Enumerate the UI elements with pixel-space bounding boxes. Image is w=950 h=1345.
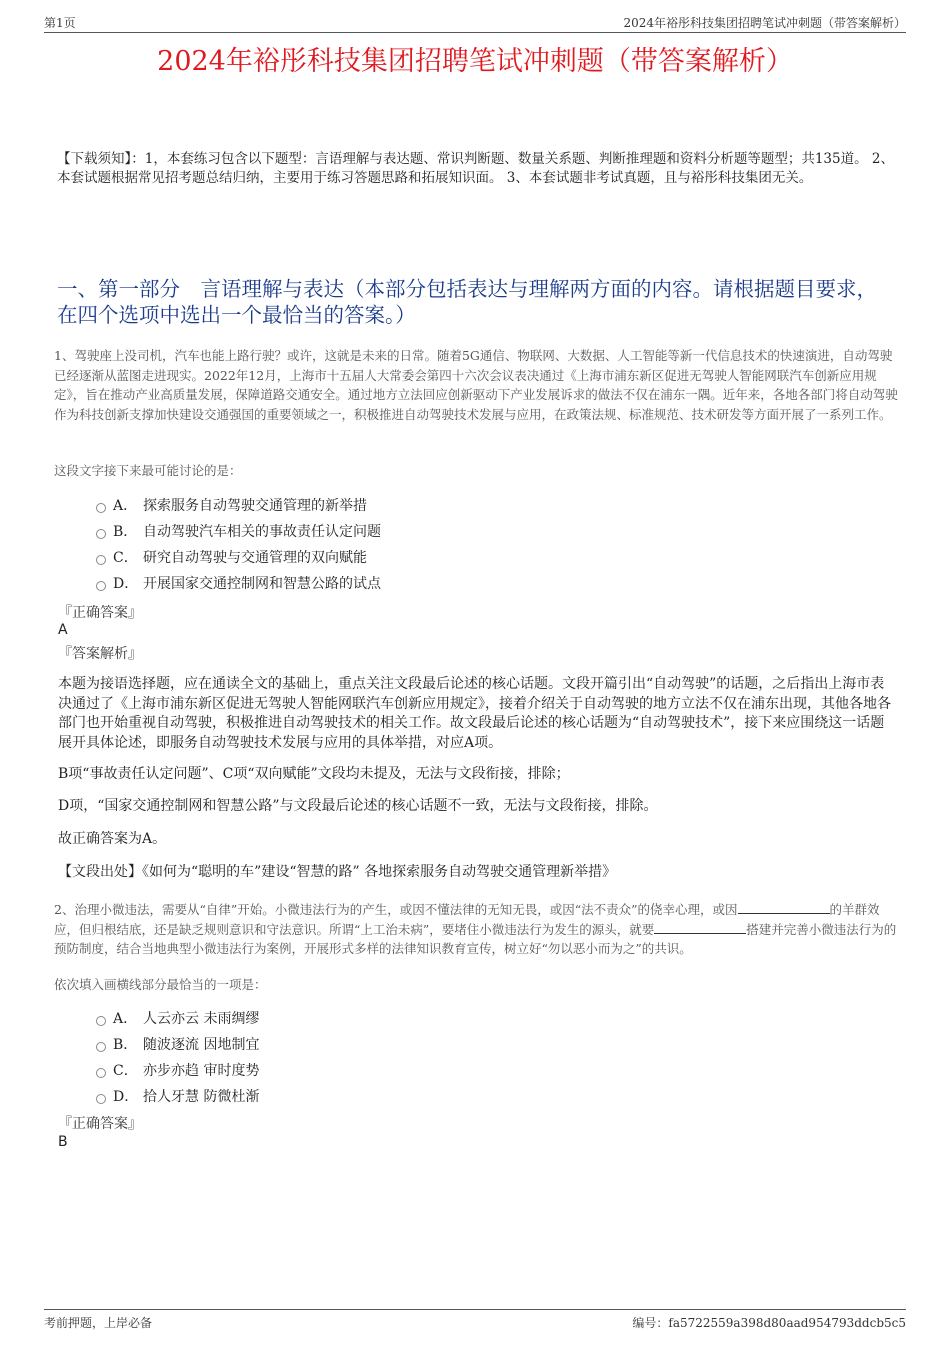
footer-serial: 编号：fa5722559a398d80aad954793ddcb5c5: [632, 1316, 906, 1330]
footer-slogan: 考前押题，上岸必备: [44, 1316, 153, 1330]
analysis-label: 『答案解析』: [58, 646, 142, 662]
analysis-paragraph: B项“事故责任认定问题”、C项“双向赋能”文段均未提及，无法与文段衔接，排除；: [58, 766, 570, 782]
question-2-options: [96, 1006, 796, 1110]
option-c[interactable]: [96, 1058, 796, 1084]
question-2-text-a: 2、治理小微违法，需要从“自律”开始。小微违法行为的产生，或因不懂法律的无知无畏，或因“法不责众”的侥幸心理，或因: [54, 902, 738, 917]
source-citation: 【文段出处】《如何为“聪明的车”建设“智慧的路” 各地探索服务自动驾驶交通管理新举措》: [58, 864, 617, 880]
question-1-text: 1、驾驶座上没司机，汽车也能上路行驶？或许，这就是未来的日常。随着5G通信、物联网、大数据、人工智能等新一代信息技术的快速演进，自动驾驶已经逐渐从蓝图走进现实。2022年12月，上海市十五届人大常委会第四十六次会议表决通过《上海市浦东新区促进无驾驶人智能网联汽车创新应用规定》，旨在推动产业高质量发展，保障道路交通安全。通过地方立法回应创新驱动下产业发展诉求的做法不仅在浦东一隅。近年来，各地各部门将自动驾驶作为科技创新支撑加快建设交通强国的重要领域之一，积极推进自动驾驶技术发展与应用，在政策法规、标准规范、技术研发等方面开展了一系列工作。: [54, 348, 898, 422]
radio-icon[interactable]: [96, 1016, 106, 1026]
notice-label: 【下载须知】: [57, 151, 132, 167]
question-1-options: [96, 493, 796, 597]
radio-icon[interactable]: [96, 1094, 106, 1104]
radio-icon[interactable]: [96, 529, 106, 539]
fill-blank-2[interactable]: [654, 922, 746, 934]
question-1-prompt: 这段文字接下来最可能讨论的是：: [54, 463, 242, 478]
option-letter: D．: [113, 1089, 139, 1105]
question-2-prompt: 依次填入画横线部分最恰当的一项是：: [54, 977, 267, 992]
option-a[interactable]: [96, 493, 796, 519]
page-number: 第1页: [44, 16, 76, 30]
option-letter: C．: [113, 550, 138, 566]
answer-label: 『正确答案』: [58, 605, 142, 621]
radio-icon[interactable]: [96, 503, 106, 513]
option-a[interactable]: [96, 1006, 796, 1032]
analysis-paragraph: 本题为接语选择题，应在通读全文的基础上，重点关注文段最后论述的核心话题。文段开篇引出“自动驾驶”的话题，之后指出上海市表决通过了《上海市浦东新区促进无驾驶人智能网联汽车创新应用规定》，接着介绍关于自动驾驶的地方立法不仅在浦东出现，其他各地各部门也开始重视自动驾驶，积极推进自动驾驶技术的相关工作。故文段最后论述的核心话题为“自动驾驶技术”，接下来应围绕这一话题展开具体论述，即服务自动驾驶技术发展与应用的具体举措，对应A项。: [58, 676, 891, 751]
fill-blank-1[interactable]: [738, 902, 830, 914]
analysis-paragraph: D项，“国家交通控制网和智慧公路”与文段最后论述的核心话题不一致，无法与文段衔接，排除。: [58, 798, 658, 814]
option-letter: B．: [113, 1037, 138, 1053]
answer-value: B: [58, 1134, 68, 1150]
option-letter: A．: [113, 1011, 138, 1027]
page-header: [44, 14, 906, 33]
option-text: 探索服务自动驾驶交通管理的新举措: [143, 498, 367, 514]
answer-value: A: [58, 622, 68, 638]
download-notice: [57, 150, 897, 188]
option-text: 人云亦云 未雨绸缪: [143, 1011, 260, 1027]
header-doc-title: 2024年裕彤科技集团招聘笔试冲刺题（带答案解析）: [623, 16, 906, 30]
option-text: 研究自动驾驶与交通管理的双向赋能: [143, 550, 367, 566]
option-text: 亦步亦趋 审时度势: [143, 1063, 260, 1079]
radio-icon[interactable]: [96, 581, 106, 591]
question-2-text-b: 的羊群效应，但归根结底，还是缺乏规则意识和守法意识。所谓“上工治未病”，要堵住小微违法行为发生的源头，就要: [54, 902, 880, 937]
analysis-paragraph: 故正确答案为A。: [58, 831, 167, 847]
option-c[interactable]: [96, 545, 796, 571]
option-b[interactable]: [96, 1032, 796, 1058]
option-text: 自动驾驶汽车相关的事故责任认定问题: [143, 524, 381, 540]
question-2-text-c: 搭建并完善小微违法行为的预防制度，结合当地典型小微违法行为案例，开展形式多样的法律知识教育宣传，树立好“勿以恶小而为之”的共识。: [54, 921, 897, 956]
option-text: 开展国家交通控制网和智慧公路的试点: [143, 576, 381, 592]
page-title: 2024年裕彤科技集团招聘笔试冲刺题（带答案解析）: [157, 46, 793, 77]
option-d[interactable]: [96, 1084, 796, 1110]
page-footer: [44, 1309, 906, 1331]
option-letter: A．: [113, 498, 138, 514]
radio-icon[interactable]: [96, 1068, 106, 1078]
radio-icon[interactable]: [96, 555, 106, 565]
answer-label: 『正确答案』: [58, 1116, 142, 1132]
option-letter: D．: [113, 576, 139, 592]
option-text: 随波逐流 因地制宜: [143, 1037, 260, 1053]
radio-icon[interactable]: [96, 1042, 106, 1052]
option-letter: C．: [113, 1063, 138, 1079]
option-b[interactable]: [96, 519, 796, 545]
option-letter: B．: [113, 524, 138, 540]
option-d[interactable]: [96, 571, 796, 597]
question-2-text: [54, 900, 899, 959]
notice-text: ：1，本套练习包含以下题型：言语理解与表达题、常识判断题、数量关系题、判断推理题和资料分析题等题型；共135道。 2、本套试题根据常见招考题总结归纳，主要用于练习答题思路和拓展知识面。 3、本套试题非考试真题，且与裕彤科技集团无关。: [57, 151, 894, 186]
section-heading: 一、第一部分 言语理解与表达（本部分包括表达与理解两方面的内容。请根据题目要求，在四个选项中选出一个最恰当的答案。）: [57, 277, 877, 327]
option-text: 拾人牙慧 防微杜渐: [143, 1089, 260, 1105]
